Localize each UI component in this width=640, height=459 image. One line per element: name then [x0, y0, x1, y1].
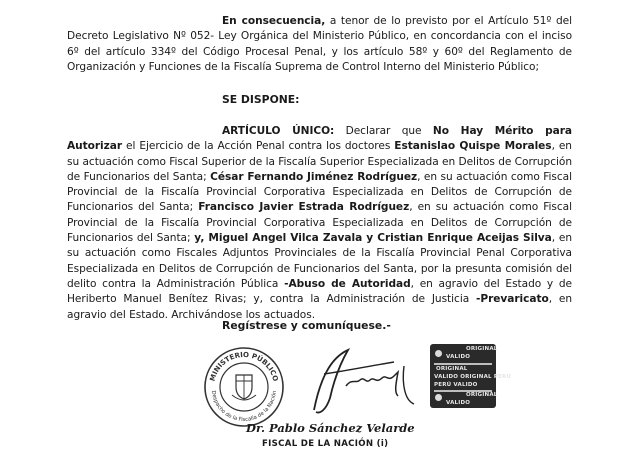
article-text: , en agravio del Estado y de Heriberto Manuel Benítez Rivas; y, contra la Administración de Justicia: [67, 277, 572, 306]
stamp-text: VALIDO: [446, 400, 471, 406]
intro-paragraph: [67, 14, 572, 75]
article-text: , en su actuación como Fiscales Adjuntos Provinciales de la Fiscalía Provincial Penal Corporativa Especializada en Delitos de Corrupción de Funcionarios del Santa, por la presunta comisión del delito contra la Administración Pública: [67, 232, 572, 290]
stamp-text: ORIGINAL: [466, 346, 498, 352]
seal-top-text: MINISTERIO PÚBLICO: [208, 350, 280, 383]
article-text: , en su actuación como Fiscal Provincial de la Fiscalía Provincial Corporativa Especializada en Delitos de Corrupción de Funcionarios del Santa;: [67, 201, 572, 245]
official-seal-icon: [202, 345, 286, 429]
stamp-dot-icon: [435, 350, 442, 357]
section-heading: SE DISPONE:: [222, 93, 300, 106]
article-text: , en su actuación como Fiscal Superior de la Fiscalía Superior Especializada en Delitos de Corrupción de Funcionarios del Santa;: [67, 140, 572, 183]
article-bold: No Hay Mérito para Autorizar: [67, 125, 573, 153]
article-text: , en su actuación como Fiscal Provincial de la Fiscalía Provincial Corporativa Especializada en Delitos de Corrupción de Funcionarios del Santa;: [67, 170, 573, 214]
closing-line: Regístrese y comuníquese.-: [222, 319, 391, 332]
stamp-text: VALIDO: [446, 354, 471, 360]
article-bold: -Abuso de Autoridad: [284, 277, 411, 290]
seal-bottom-text: Despacho de la Fiscalía de la Nación: [209, 390, 278, 424]
signer-name: Dr. Pablo Sánchez Velarde: [246, 421, 415, 435]
article-bold: -Prevaricato: [476, 293, 549, 306]
stamp-text: ORIGINAL: [436, 366, 468, 372]
article-text: Declarar que: [334, 125, 433, 137]
article-bold: Estanislao Quispe Morales: [394, 140, 552, 153]
handwritten-signature-icon: [290, 340, 420, 420]
article-label: ARTÍCULO ÚNICO:: [222, 125, 335, 137]
article-bold: César Fernando Jiménez Rodríguez: [210, 170, 418, 183]
intro-lead: En consecuencia,: [222, 15, 326, 27]
intro-text: a tenor de lo previsto por el Artículo 51º del Decreto Legislativo Nº 052- Ley Orgánica del Ministerio Público, en concordancia con el inciso 6º del artículo 334º del Código Procesal Penal, y los artículo 58º y 60º del Reglamento de Organización y Funciones de la Fiscalía Suprema de Control Interno del Ministerio Público;: [67, 15, 573, 73]
stamp-text: VALIDO ORIGINAL PERÚ: [434, 374, 512, 380]
article-text: , en agravio del Estado. Archivándose los actuados.: [67, 293, 572, 321]
article-bold: y, Miguel Angel Vilca Zavala y Cristian Enrique Aceijas Silva: [194, 232, 552, 245]
article-bold: Francisco Javier Estrada Rodríguez: [198, 201, 410, 214]
validation-stamp-icon: [430, 344, 512, 408]
article-text: el Ejercicio de la Acción Penal contra los doctores: [122, 140, 395, 153]
stamp-dot-icon: [435, 394, 442, 401]
stamp-text: PERÚ VALIDO: [434, 382, 478, 388]
article-paragraph: [67, 124, 572, 323]
stamp-text: ORIGINAL: [466, 392, 498, 398]
signer-title: FISCAL DE LA NACIÓN (i): [262, 439, 389, 449]
